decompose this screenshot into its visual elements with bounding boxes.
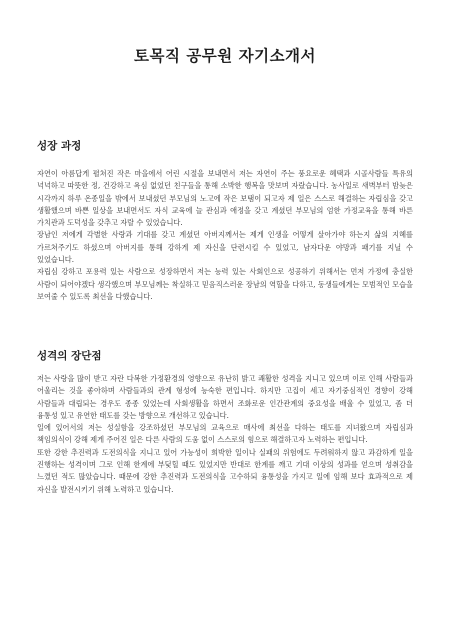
paragraph: 저는 사랑을 많이 받고 자란 다복한 가정환경의 영향으로 유난히 밝고 쾌활한 성격을 지니고 있으며 이로 인해 사람들과 어울리는 것을 좋아하며 사람들과의 관계 형성에 능숙한 편입니다. 하지만 고집이 세고 자기중심적인 경향이 강해 사람들과 대립되는 경우도 종종 있었는데 사회생활을 하면서 조화로운 인간관계의 중요성을 배울 수 있었고, 좀 더 융통성 있고 유연한 태도를 갖는 방향으로 개선하고 있습니다.: [37, 374, 413, 420]
paragraph: 자립심 강하고 포용력 있는 사람으로 성장하면서 저는 능력 있는 사회인으로 성공하기 위해서는 먼저 가정에 충실한 사람이 되어야겠다 생각했으며 부모님께는 착실하고 믿음직스러운 장남의 역할을 다하고, 동생들에게는 모범적인 모습을 보여줄 수 있도록 최선을 다했습니다.: [37, 267, 413, 301]
section-heading-growth: 성장 과정: [37, 140, 82, 152]
paragraph: 또한 강한 추진력과 도전의식을 지니고 있어 가능성이 희박한 일이나 실패의 위험에도 두려워하지 않고 과감하게 일을 진행하는 성격이며 그로 인해 한계에 부딪힐 때도 있었지만 반대로 한계를 깨고 기대 이상의 성과를 얻으며 성취감을 느꼈던 적도 많았습니다. 때문에 강한 추진력과 도전의식을 고수하되 융통성을 가지고 일에 임해 보다 효과적으로 제 자신을 발전시키기 위해 노력하고 있습니다.: [37, 447, 413, 494]
paragraph: 장남인 저에게 각별한 사랑과 기대를 갖고 계셨던 아버지께서는 제게 인생을 어떻게 살아가야 하는지 삶의 지혜를 가르쳐주기도 하셨으며 아버지를 통해 강하게 제 자신을 단련시킬 수 있었고, 남자다운 야망과 패기를 지닐 수 있었습니다.: [37, 230, 413, 265]
paragraph: 일에 있어서의 저는 성실함을 강조하셨던 부모님의 교육으로 매사에 최선을 다하는 태도를 지녀왔으며 자립심과 책임의식이 강해 제게 주어진 일은 다른 사람의 도움 없이 스스로의 힘으로 해결하고자 노력하는 편입니다.: [37, 423, 413, 445]
section-body-personality: [37, 373, 413, 496]
section-heading-personality: 성격의 장단점: [37, 350, 102, 362]
document-title: 토목직 공무원 자기소개서: [134, 46, 316, 65]
paragraph: 자연이 아름답게 펼쳐진 작은 마을에서 어린 시절을 보내면서 저는 자연이 주는 풍요로운 혜택과 시골사람들 특유의 넉넉하고 따뜻한 정, 건강하고 욕심 없었던 친구들을 통해 소박한 행복을 맛보며 자랐습니다. 농사일로 새벽부터 밤늦은 시각까지 하루 온종일을 밖에서 보내셨던 부모님의 노고에 작은 보탬이 되고자 제 일은 스스로 해결하는 자립심을 갖고 생활했으며 바쁜 일상을 보내면서도 자식 교육에 늘 관심과 애정을 갖고 계셨던 부모님의 엄한 가정교육을 통해 바른 가치관과 도덕성을 갖추고 자랄 수 있었습니다.: [37, 169, 413, 228]
section-body-growth: [37, 168, 413, 303]
